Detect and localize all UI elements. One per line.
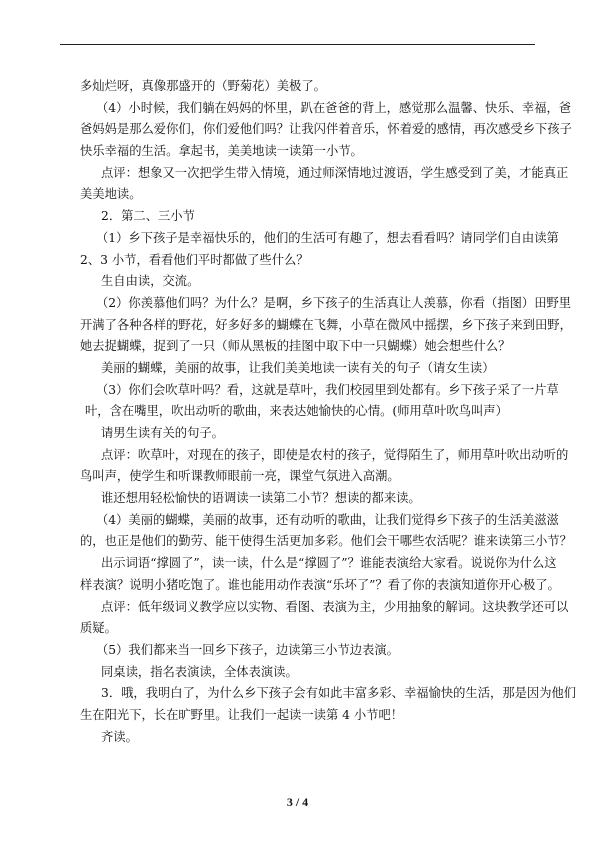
- text-line: 3．哦，我明白了，为什么乡下孩子会有如此丰富多彩、幸福愉快的生活，那是因为他们: [101, 686, 577, 701]
- text-line: 叶，含在嘴里，吹出动听的歌曲，来表达她愉快的心情。(师用草叶吹鸟叫声）: [85, 404, 508, 419]
- body-text: [80, 76, 577, 748]
- page-number: 3 / 4: [286, 795, 309, 809]
- section-heading: 2．第二、三小节: [101, 209, 195, 224]
- text-line: 2、3 小节，看看他们平时都做了些什么？: [80, 252, 309, 267]
- text-line: 请男生读有关的句子。: [101, 426, 224, 440]
- text-line: 多灿烂呀，真像那盛开的（野菊花）美极了。: [80, 79, 326, 93]
- text-line: 点评：想象又一次把学生带入情境，通过师深情地过渡语，学生感受到了美，才能真正: [101, 165, 569, 180]
- text-line: （1）乡下孩子是幸福快乐的，他们的生活可有趣了，想去看看吗？请同学们自由读第: [96, 230, 559, 245]
- text-line: 谁还想用轻松愉快的语调读一读第二小节？想读的都来读。: [101, 491, 421, 506]
- text-line: 同桌读，指名表演读，全体表演读。: [101, 664, 298, 679]
- text-line: （4）美丽的蝴蝶，美丽的故事，还有动听的歌曲，让我们觉得乡下孩子的生活美滋滋: [96, 512, 559, 527]
- text-line: 鸟叫声，使学生和听课教师眼前一亮，课堂气氛进入高潮。: [80, 469, 400, 484]
- text-line: 齐读。: [101, 729, 138, 744]
- text-line: 出示词语“撑圆了”，读一读，什么是“撑圆了”？谁能表演给大家看。说说你为什么这: [101, 556, 557, 571]
- text-line: 生自由读，交流。: [101, 274, 200, 289]
- text-line: （2）你羡慕他们吗？为什么？是啊，乡下孩子的生活真让人羡慕，你看（指图）田野里: [96, 295, 572, 310]
- text-line: 美美地读。: [80, 187, 142, 202]
- text-line: （3）你们会吹草叶吗？看，这就是草叶，我们校园里到处都有。乡下孩子采了一片草: [96, 382, 559, 397]
- text-line: 点评：吹草叶，对现在的孩子，即使是农村的孩子，觉得陌生了，师用草叶吹出动听的: [101, 447, 569, 462]
- header-rule: [60, 44, 535, 45]
- text-line: 开满了各种各样的野花，好多好多的蝴蝶在飞舞，小草在微风中摇摆，乡下孩子来到田野，: [80, 317, 572, 332]
- text-line: （5）我们都来当一回乡下孩子，边读第三小节边表演。: [96, 642, 399, 657]
- text-line: （4）小时候，我们躺在妈妈的怀里，趴在爸爸的背上，感觉那么温馨、快乐、幸福，爸: [96, 100, 572, 115]
- text-line: 美丽的蝴蝶，美丽的故事，让我们美美地读一读有关的句子（请女生读）: [101, 360, 495, 375]
- text-line: 爸妈妈是那么爱你们，你们爱他们吗？让我闪伴着音乐，怀着爱的感情，再次感受乡下孩子: [80, 122, 572, 137]
- text-line: 生在阳光下，长在旷野里。让我们一起读一读第 4 小节吧！: [80, 707, 404, 722]
- text-line: 样表演？说明小猪吃饱了。谁也能用动作表演“乐坏了”？看了你的表演知道你开心极了。: [80, 577, 560, 592]
- text-line: 质疑。: [80, 621, 117, 636]
- text-line: 的，也正是他们的勤劳、能干使得生活更加多彩。他们会干哪些农活呢？谁来读第三小节？: [80, 534, 572, 549]
- text-line: 点评：低年级词义教学应以实物、看图、表演为主，少用抽象的解词。这块教学还可以: [101, 599, 569, 614]
- text-line: 快乐幸福的生活。拿起书，美美地读一读第一小节。: [80, 144, 363, 159]
- text-line: 她去捉蝴蝶，捉到了一只（师从黑板的挂图中取下中一只蝴蝶）她会想些什么？: [80, 339, 511, 354]
